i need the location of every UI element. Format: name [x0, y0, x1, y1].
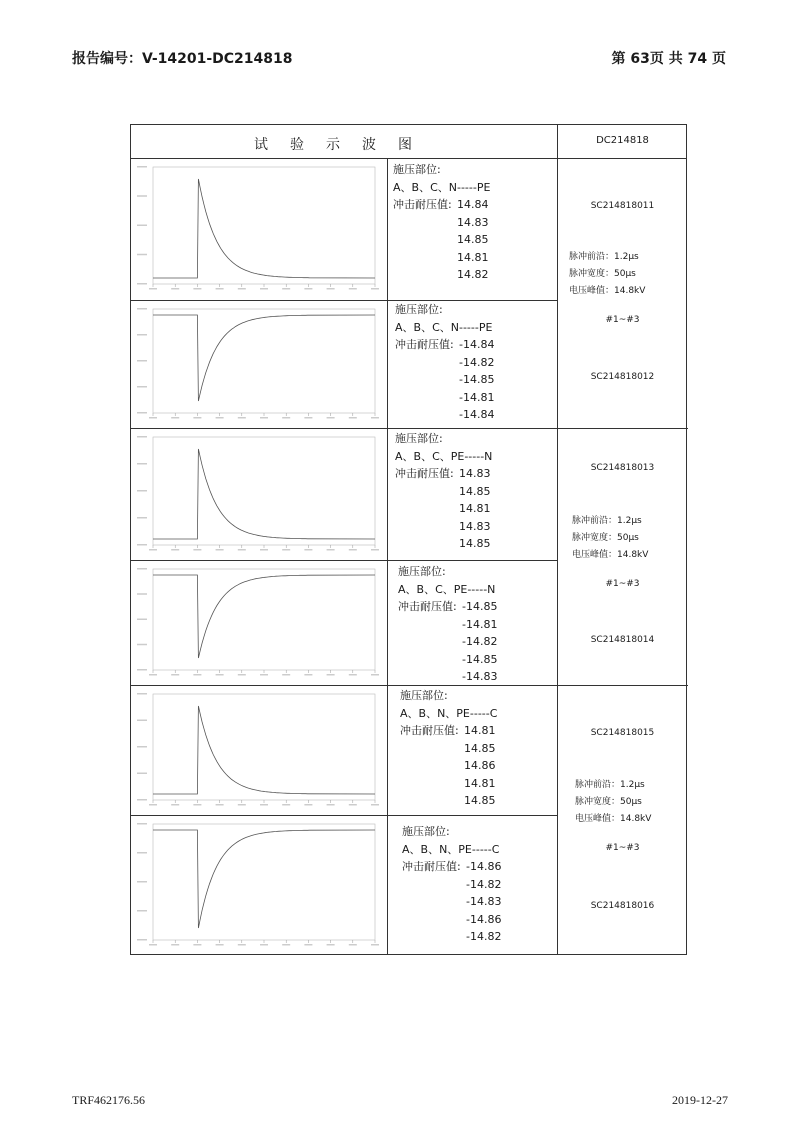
voltage-location-label: 施压部位: — [400, 689, 448, 702]
voltage-location-phases: A、B、C、PE-----N — [398, 582, 496, 596]
oscillogram-plot-6 — [133, 818, 383, 952]
withstand-value: 14.83 — [459, 519, 491, 533]
withstand-value: 14.81 — [457, 250, 489, 264]
withstand-value: -14.86 — [466, 912, 502, 926]
sample-code-1: SC214818011 — [590, 201, 655, 211]
withstand-value-label: 冲击耐压值: — [402, 860, 461, 873]
pulse-rise: 脉冲前沿：1.2μs — [569, 252, 639, 262]
row-divider — [131, 815, 557, 816]
table-title: 试验示波图 — [254, 137, 434, 153]
withstand-value: -14.86 — [466, 860, 502, 873]
row-divider — [131, 428, 688, 429]
withstand-value: -14.83 — [462, 670, 498, 683]
withstand-value: -14.84 — [459, 408, 495, 421]
sample-code-2: SC214818012 — [590, 372, 655, 382]
oscillogram-plot-3 — [133, 431, 383, 557]
report-number: 报告编号：V-14201-DC214818 — [72, 51, 293, 67]
voltage-location-label: 施压部位: — [395, 432, 443, 445]
voltage-location-label: 施压部位: — [402, 825, 450, 838]
sample-code-4: SC214818014 — [590, 635, 655, 645]
withstand-value: 14.85 — [464, 741, 496, 755]
column-divider-side — [557, 125, 558, 955]
withstand-value: -14.81 — [462, 617, 498, 631]
voltage-location-label: 施压部位: — [395, 303, 443, 316]
pulse-params-3 — [575, 777, 651, 828]
withstand-value: 14.81 — [464, 724, 496, 737]
withstand-value: 14.81 — [464, 776, 496, 790]
withstand-value: -14.83 — [466, 895, 502, 908]
withstand-value: -14.85 — [459, 373, 495, 386]
withstand-value: 14.84 — [457, 198, 489, 211]
sample-code-6: SC214818016 — [590, 901, 655, 911]
withstand-value: -14.81 — [459, 390, 495, 404]
withstand-value: 14.83 — [459, 467, 491, 480]
sample-range-1: #1~#3 — [605, 315, 640, 325]
oscillogram-table — [130, 124, 687, 955]
test-info-2 — [395, 301, 494, 424]
test-info-3 — [395, 430, 492, 553]
oscillogram-plot-2 — [133, 303, 383, 425]
table-title-row — [131, 125, 686, 159]
withstand-value: 14.85 — [464, 794, 496, 807]
pulse-width: 脉冲宽度：50μs — [575, 797, 642, 807]
voltage-location-label: 施压部位: — [398, 565, 446, 578]
withstand-value: 14.86 — [464, 759, 496, 772]
oscillogram-plot-1 — [133, 161, 383, 296]
test-info-5 — [400, 687, 497, 810]
withstand-value: -14.82 — [466, 877, 502, 891]
withstand-value: -14.82 — [462, 635, 498, 648]
withstand-value: 14.83 — [457, 215, 489, 229]
footer-reference: TRF462176.56 — [72, 1093, 146, 1107]
sample-code-5: SC214818015 — [590, 728, 655, 738]
peak-voltage: 电压峰值：14.8kV — [569, 286, 646, 296]
voltage-location-phases: A、B、C、PE-----N — [395, 449, 493, 463]
withstand-value: 14.81 — [459, 502, 491, 515]
withstand-value: -14.85 — [462, 600, 498, 613]
oscillogram-plot-4 — [133, 563, 383, 682]
withstand-value: -14.82 — [466, 930, 502, 943]
oscillogram-plot-5 — [133, 688, 383, 812]
withstand-value: 14.85 — [459, 484, 491, 498]
withstand-value-label: 冲击耐压值: — [395, 467, 454, 480]
pulse-width: 脉冲宽度：50μs — [572, 533, 639, 543]
voltage-location-phases: A、B、N、PE-----C — [400, 706, 498, 720]
row-divider — [131, 560, 557, 561]
withstand-value-label: 冲击耐压值: — [393, 198, 452, 211]
test-info-1 — [393, 161, 490, 284]
footer-date: 2019-12-27 — [672, 1093, 728, 1107]
pulse-width: 脉冲宽度：50μs — [569, 269, 636, 279]
peak-voltage: 电压峰值：14.8kV — [575, 814, 652, 824]
voltage-location-phases: A、B、N、PE-----C — [402, 842, 500, 856]
withstand-value: -14.84 — [459, 338, 495, 351]
test-info-4 — [398, 563, 497, 686]
voltage-location-phases: A、B、C、N-----PE — [395, 320, 493, 334]
sample-range-2: #1~#3 — [605, 579, 640, 589]
withstand-value-label: 冲击耐压值: — [398, 600, 457, 613]
withstand-value-label: 冲击耐压值: — [395, 338, 454, 351]
table-code: DC214818 — [596, 135, 649, 146]
voltage-location-label: 施压部位: — [393, 163, 441, 176]
pulse-params-1 — [569, 249, 645, 300]
withstand-value: -14.82 — [459, 355, 495, 369]
withstand-value: 14.85 — [459, 537, 491, 550]
column-divider-plot — [387, 158, 388, 955]
pulse-rise: 脉冲前沿：1.2μs — [572, 516, 642, 526]
pulse-params-2 — [572, 513, 648, 564]
withstand-value: 14.82 — [457, 268, 489, 281]
peak-voltage: 电压峰值：14.8kV — [572, 550, 649, 560]
withstand-value: -14.85 — [462, 652, 498, 666]
withstand-value-label: 冲击耐压值: — [400, 724, 459, 737]
sample-range-3: #1~#3 — [605, 843, 640, 853]
sample-code-3: SC214818013 — [590, 463, 655, 473]
withstand-value: 14.85 — [457, 233, 489, 246]
page-info: 第 63页 共 74 页 — [611, 51, 726, 67]
voltage-location-phases: A、B、C、N-----PE — [393, 180, 491, 194]
test-info-6 — [402, 823, 501, 946]
pulse-rise: 脉冲前沿：1.2μs — [575, 780, 645, 790]
